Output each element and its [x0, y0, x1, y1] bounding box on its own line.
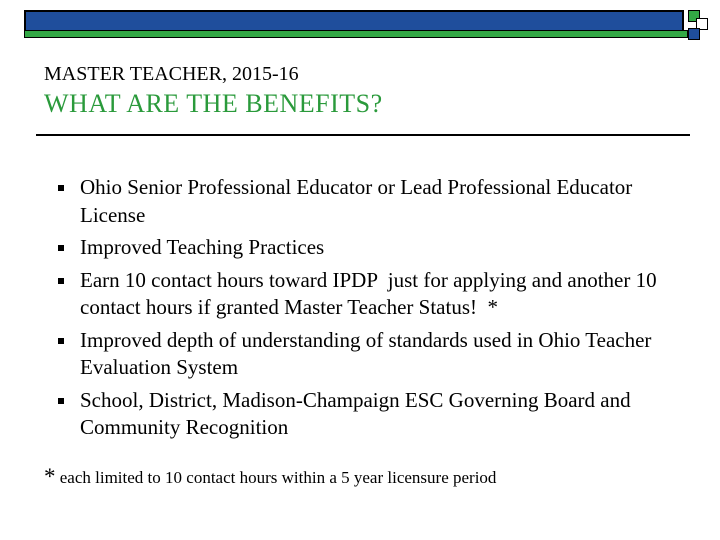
list-item [50, 234, 690, 262]
footnote-marker: * [44, 464, 56, 489]
list-item-text: School, District, Madison-Champaign ESC Governing Board and Community Recognition [80, 387, 631, 439]
list-item-text: Earn 10 contact hours toward IPDP just for applying and another 10 contact hours if granted Master Teacher Status! * [80, 267, 662, 319]
list-item-text: Ohio Senior Professional Educator or Lead Professional Educator License [80, 175, 633, 227]
title-divider [36, 134, 690, 136]
square-bullet-icon [58, 245, 64, 251]
benefits-list [50, 174, 690, 447]
list-item [50, 174, 690, 229]
square-bullet-icon [58, 338, 64, 344]
footnote-text: each limited to 10 contact hours within a 5 year licensure period [59, 468, 497, 487]
slide-subtitle: MASTER TEACHER, 2015-16 [44, 63, 299, 85]
footnote [44, 462, 496, 493]
slide-title: WHAT ARE THE BENEFITS? [44, 89, 383, 118]
list-item [50, 387, 690, 442]
list-item-text: Improved Teaching Practices [80, 235, 325, 259]
list-item [50, 267, 690, 322]
list-item [50, 327, 690, 382]
header-bar-green [24, 30, 688, 38]
corner-decoration [688, 10, 710, 42]
corner-square-blue [688, 28, 700, 40]
square-bullet-icon [58, 278, 64, 284]
list-item-text: Improved depth of understanding of standards used in Ohio Teacher Evaluation System [80, 327, 652, 379]
square-bullet-icon [58, 398, 64, 404]
square-bullet-icon [58, 185, 64, 191]
